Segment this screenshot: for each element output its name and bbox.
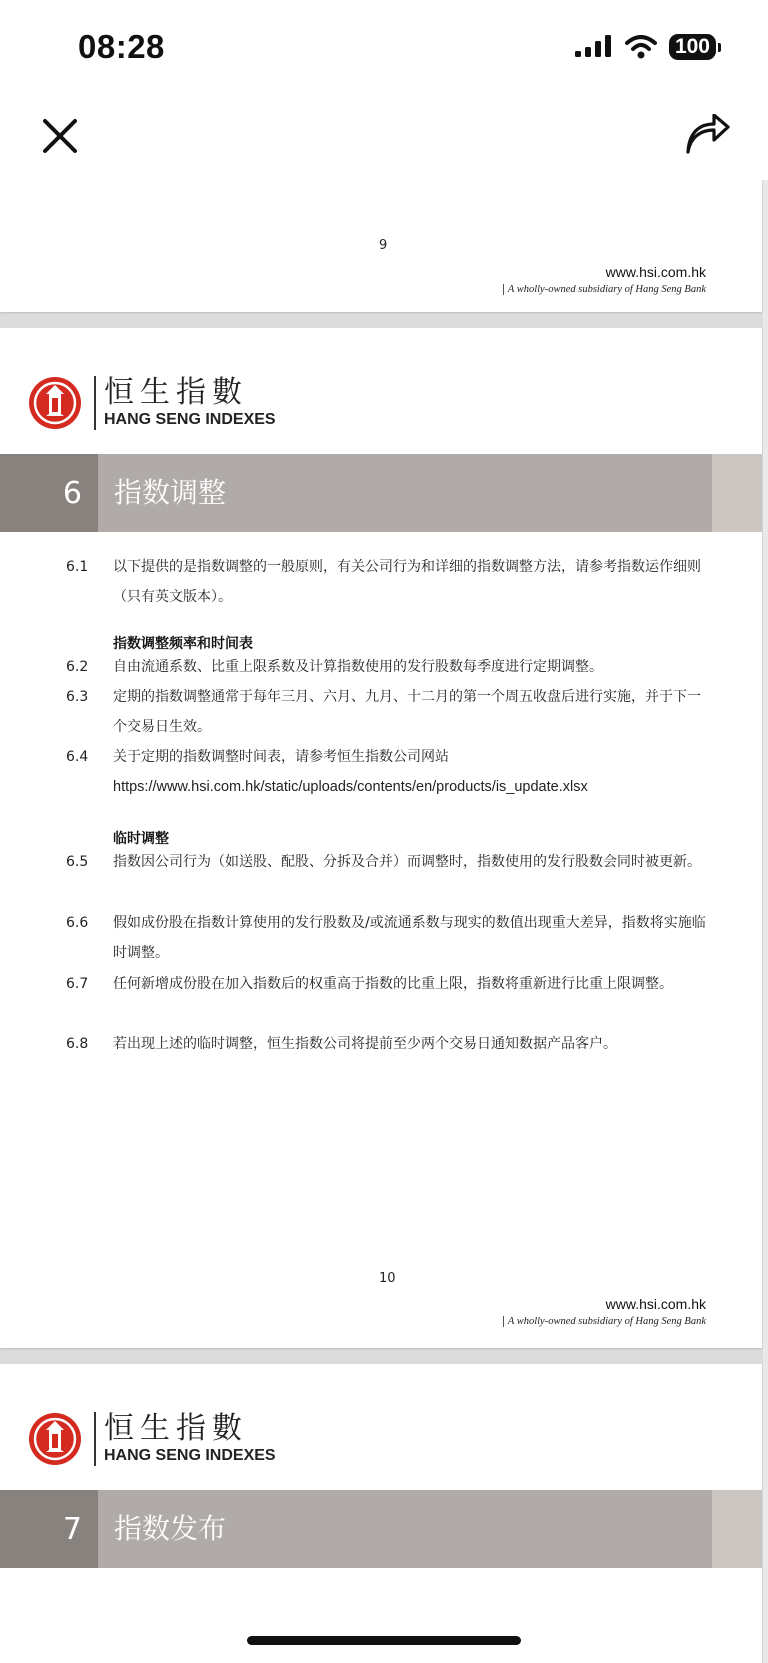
section-number: 6 — [0, 454, 98, 532]
cellular-signal-icon — [575, 35, 613, 59]
section-header — [0, 454, 762, 532]
logo-english-name: HANG SENG INDEXES — [104, 1447, 276, 1464]
hang-seng-logo-icon — [28, 376, 82, 430]
clause-text: 定期的指数调整通常于每年三月、六月、九月、十二月的第一个周五收盘后进行实施，并于下一个交易日生效。 — [113, 689, 701, 735]
footer-url: www.hsi.com.hk — [605, 264, 706, 280]
status-time: 08:28 — [78, 28, 165, 65]
clause-text: 关于定期的指数调整时间表，请参考恒生指数公司网站 — [113, 749, 449, 765]
schedule-url-link[interactable]: https://www.hsi.com.hk/static/uploads/contents/en/products/is_update.xlsx — [113, 779, 588, 795]
page-11 — [0, 1364, 762, 1663]
clause-number: 6.4 — [66, 749, 89, 765]
hsi-logo — [28, 376, 276, 430]
clause-number: 6.8 — [66, 1036, 89, 1052]
section-band-end — [712, 1490, 762, 1568]
hsi-logo — [28, 1412, 276, 1466]
section-title: 指数调整 — [114, 476, 227, 509]
page-9 — [0, 180, 762, 312]
logo-english-name: HANG SENG INDEXES — [104, 411, 276, 428]
subheading-schedule: 指数调整频率和时间表 — [113, 636, 253, 652]
footer-subsidiary-note: A wholly-owned subsidiary of Hang Seng Bank — [503, 284, 706, 295]
close-button[interactable] — [40, 116, 80, 156]
wifi-icon — [625, 35, 657, 59]
section-title: 指数发布 — [114, 1512, 227, 1545]
section-band-end — [712, 454, 762, 532]
clause-text: 指数因公司行为（如送股、配股、分拆及合并）而调整时，指数使用的发行股数会同时被更新。 — [113, 854, 701, 870]
clause-number: 6.3 — [66, 689, 89, 705]
close-icon — [40, 116, 80, 156]
clause-number: 6.7 — [66, 976, 89, 992]
clause-text: 以下提供的是指数调整的一般原则，有关公司行为和详细的指数调整方法，请参考指数运作细则（只有英文版本）。 — [113, 559, 701, 605]
battery-indicator: 100 — [669, 34, 716, 60]
clause-number: 6.5 — [66, 854, 89, 870]
clause-text: 任何新增成份股在加入指数后的权重高于指数的比重上限，指数将重新进行比重上限调整。 — [113, 976, 673, 992]
pdf-viewer[interactable] — [0, 180, 768, 1663]
clause-number: 6.1 — [66, 559, 89, 575]
share-arrow-icon — [684, 114, 730, 156]
subheading-adhoc: 临时调整 — [113, 831, 169, 847]
logo-chinese-name: 恒生指數 — [104, 1411, 248, 1446]
hang-seng-logo-icon — [28, 1412, 82, 1466]
page-number: 10 — [379, 1271, 396, 1286]
share-button[interactable] — [684, 114, 730, 156]
clause-text: 自由流通系数、比重上限系数及计算指数使用的发行股数每季度进行定期调整。 — [113, 659, 603, 675]
footer-url: www.hsi.com.hk — [605, 1296, 706, 1312]
clause-number: 6.2 — [66, 659, 89, 675]
home-indicator[interactable] — [247, 1636, 521, 1645]
page-number: 9 — [379, 238, 388, 253]
clause-number: 6.6 — [66, 915, 89, 931]
section-number: 7 — [0, 1490, 98, 1568]
section-header — [0, 1490, 762, 1568]
status-icons — [575, 34, 716, 60]
logo-chinese-name: 恒生指數 — [104, 375, 248, 410]
footer-subsidiary-note: A wholly-owned subsidiary of Hang Seng Bank — [503, 1316, 706, 1327]
page-10 — [0, 328, 762, 1348]
clause-text: 假如成份股在指数计算使用的发行股数及/或流通系数与现实的数值出现重大差异，指数将实施临时调整。 — [113, 915, 706, 961]
scroll-track[interactable] — [763, 180, 768, 1663]
clause-text: 若出现上述的临时调整，恒生指数公司将提前至少两个交易日通知数据产品客户。 — [113, 1036, 617, 1052]
